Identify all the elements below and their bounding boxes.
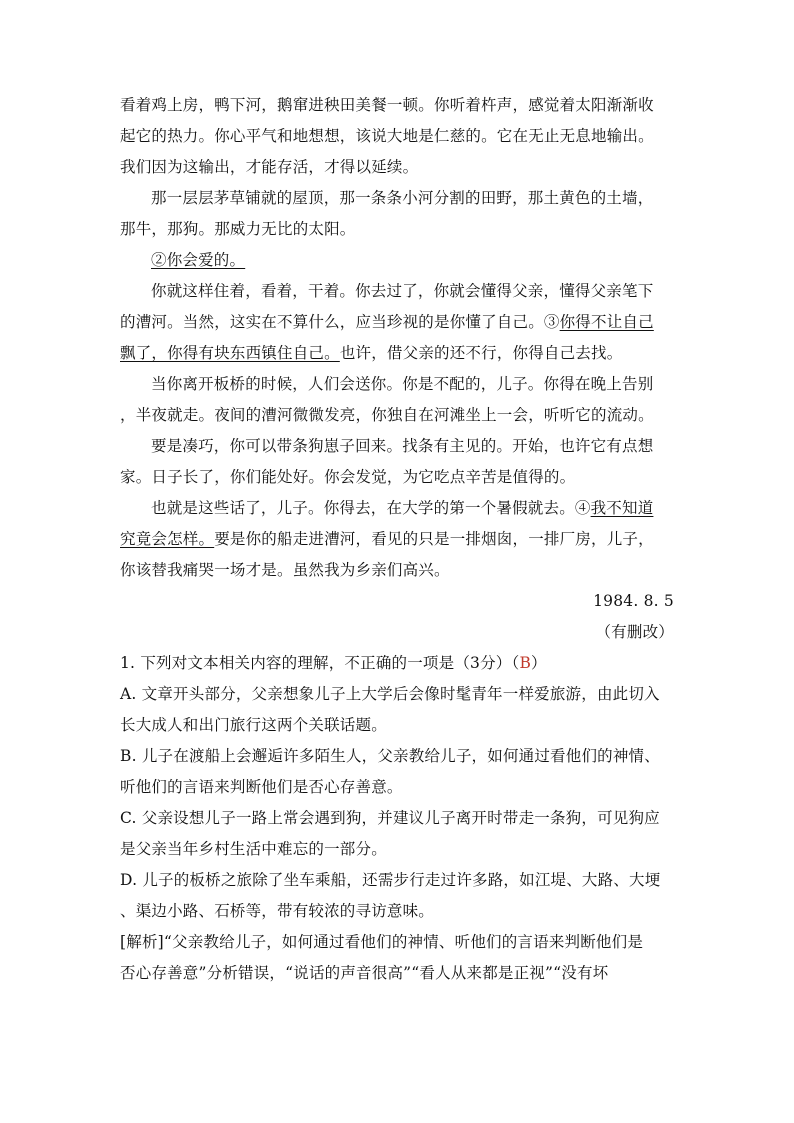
passage-line: 你该替我痛哭一场才是。虽然我为乡亲们高兴。 (120, 561, 450, 579)
underlined-sentence: ②你会爱的。 (151, 251, 246, 269)
passage-line: 那一层层茅草铺就的屋顶，那一条条小河分割的田野，那土黄色的土墙， (151, 189, 654, 207)
passage-line: 我们因为这输出，才能存活，才得以延续。 (120, 158, 419, 176)
passage-line: 也就是这些话了，儿子。你得去，在大学的第一个暑假就去。④我不知道 (151, 499, 654, 517)
passage-date: 1984. 8. 5 (593, 592, 674, 610)
passage-line: 看着鸡上房，鸭下河，鹅窜进秧田美餐一顿。你听着杵声，感觉着太阳渐渐收 (120, 96, 654, 114)
underlined-sentence: 飘了，你得有块东西镇住自己。 (120, 344, 340, 362)
document-body (120, 90, 674, 989)
option-d-cont: 、渠边小路、石桥等，带有较浓的寻访意味。 (120, 902, 435, 920)
option-d: D. 儿子的板桥之旅除了坐车乘船，还需步行走过许多路，如江堤、大路、大埂 (120, 871, 661, 889)
analysis-text-cont: 否心存善意”分析错误，“说话的声音很高”“看人从来都是正视”“没有坏 (120, 964, 609, 982)
option-c-cont: 是父亲当年乡村生活中难忘的一部分。 (120, 840, 387, 858)
question-stem: 1. 下列对文本相关内容的理解，不正确的一项是（3分）（B） (120, 654, 547, 672)
option-c: C. 父亲设想儿子一路上常会遇到狗，并建议儿子离开时带走一条狗，可见狗应 (120, 809, 660, 827)
passage-line: 当你离开板桥的时候，人们会送你。你是不配的，儿子。你得在晚上告别 (151, 375, 654, 393)
passage-note: （有删改） (595, 623, 674, 641)
passage-line: 飘了，你得有块东西镇住自己。也许，借父亲的还不行，你得自己去找。 (120, 344, 623, 362)
option-a: A. 文章开头部分，父亲想象儿子上大学后会像时髦青年一样爱旅游，由此切入 (120, 685, 660, 703)
question-answer: B (519, 654, 532, 672)
passage-line: 你就这样住着，看着，干着。你去过了，你就会懂得父亲，懂得父亲笔下 (151, 282, 654, 300)
passage-line (120, 245, 674, 276)
underlined-sentence: 我不知道 (590, 499, 654, 517)
analysis-text: [解析]“父亲教给儿子，如何通过看他们的神情、听他们的言语来判断他们是 (120, 933, 644, 951)
passage-line: 的漕河。当然，这实在不算什么，应当珍视的是你懂了自己。③你得不让自己 (120, 313, 654, 331)
passage-line: 究竟会怎样。要是你的船走进漕河，看见的只是一排烟囱，一排厂房，儿子， (120, 530, 654, 548)
option-a-cont: 长大成人和出门旅行这两个关联话题。 (120, 716, 387, 734)
underlined-sentence: 究竟会怎样。 (120, 530, 215, 548)
passage-line: 起它的热力。你心平气和地想想，该说大地是仁慈的。它在无止无息地输出。 (120, 127, 654, 145)
option-b: B. 儿子在渡船上会邂逅许多陌生人，父亲教给儿子，如何通过看他们的神情、 (120, 747, 660, 765)
passage-line: ，半夜就走。夜间的漕河微微发亮，你独自在河滩坐上一会，听听它的流动。 (120, 406, 654, 424)
passage-line: 那牛，那狗。那威力无比的太阳。 (120, 220, 356, 238)
option-b-cont: 听他们的言语来判断他们是否心存善意。 (120, 778, 403, 796)
passage-line: 要是凑巧，你可以带条狗崽子回来。找条有主见的。开始，也许它有点想 (151, 437, 654, 455)
passage-line: 家。日子长了，你们能处好。你会发觉，为它吃点辛苦是值得的。 (120, 468, 576, 486)
underlined-sentence: 你得不让自己 (559, 313, 654, 331)
